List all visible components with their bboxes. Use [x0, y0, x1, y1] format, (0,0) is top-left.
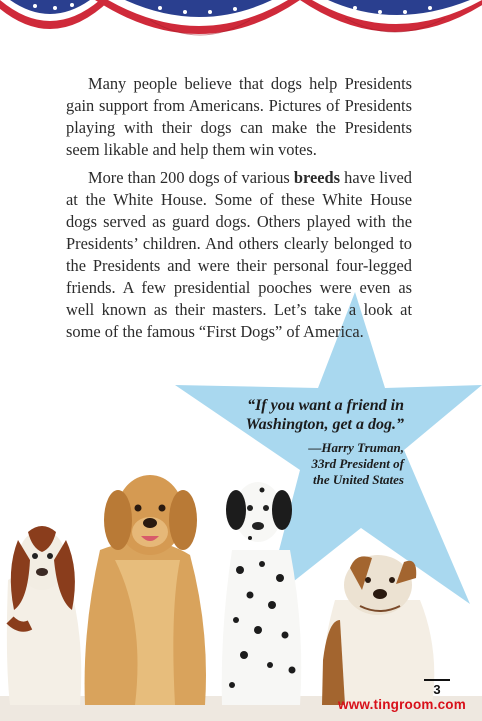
spaniel-dog — [7, 526, 81, 705]
dogs-photo — [0, 460, 482, 721]
golden-retriever-dog — [85, 475, 206, 705]
page-number: 3 — [424, 679, 450, 697]
paragraph-2-text-a: More than 200 dogs of various — [88, 168, 294, 187]
attribution-line-2: 33rd President of — [311, 456, 404, 471]
watermark-text: www.tingroom.com — [338, 697, 466, 712]
bold-term-breeds: breeds — [293, 168, 341, 187]
attribution-line-1: —Harry Truman, — [308, 440, 404, 455]
dalmatian-dog — [222, 482, 302, 705]
quote-line-2: Washington, get a dog.” — [245, 416, 404, 433]
paragraph-2-text-b: have lived at the White House. Some of these White House dogs served as guard dogs. Others played with the Presidents’ children. And others clearly belonged to the Presidents and were their personal four-legged friends. A few presidential pooches were even as well known as their masters. Let’s take a look at some of the famous “First Dogs” of America. — [66, 168, 412, 341]
bulldog-dog — [322, 555, 434, 705]
paragraph-2 — [66, 167, 412, 343]
paragraph-1: Many people believe that dogs help Presidents gain support from Americans. Pictures of Presidents playing with their dogs can make the Presidents seem likable and help them win votes. — [66, 74, 412, 159]
attribution-line-3: the United States — [312, 472, 404, 487]
quote-line-1: “If you want a friend in — [247, 397, 404, 414]
